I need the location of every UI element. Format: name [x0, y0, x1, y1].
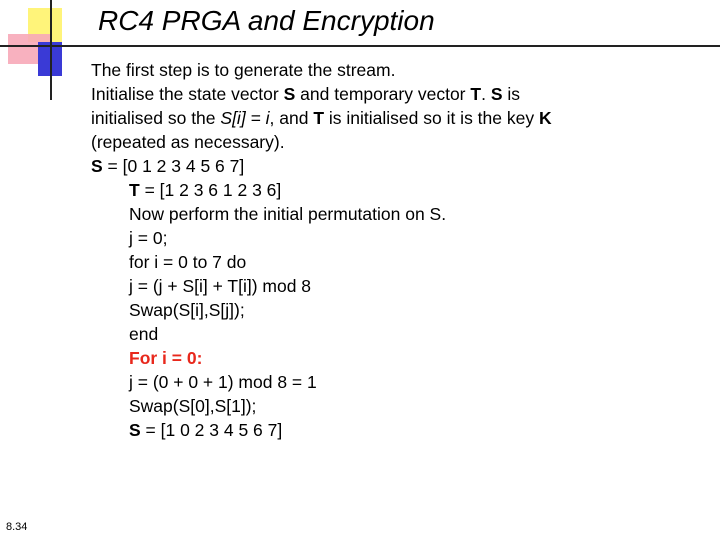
code-j-init: j = 0; [129, 228, 168, 248]
slide-title: RC4 PRGA and Encryption [98, 5, 435, 36]
header-rule-vertical [50, 0, 52, 100]
init-line-1: Initialise the state vector S and temporary vector T. S is [91, 84, 520, 104]
example-j-calc: j = (0 + 0 + 1) mod 8 = 1 [129, 372, 317, 392]
s-result-vector: S = [1 0 2 3 4 5 6 7] [129, 420, 283, 440]
init-line-3: (repeated as necessary). [91, 132, 285, 152]
init-line-2: initialised so the S[i] = i, and T is initialised so it is the key K [91, 108, 552, 128]
page-number: 8.34 [6, 521, 28, 533]
code-for-loop: for i = 0 to 7 do [129, 252, 247, 272]
permutation-line: Now perform the initial permutation on S. [129, 204, 447, 224]
example-swap: Swap(S[0],S[1]); [129, 396, 257, 416]
code-swap: Swap(S[i],S[j]); [129, 300, 245, 320]
code-j-calc: j = (j + S[i] + T[i]) mod 8 [129, 276, 312, 296]
s-initial-vector: S = [0 1 2 3 4 5 6 7] [91, 156, 245, 176]
t-initial-vector: T = [1 2 3 6 1 2 3 6] [129, 180, 282, 200]
code-end: end [129, 324, 159, 344]
slide-body [91, 58, 711, 442]
header-rule-horizontal [0, 45, 720, 47]
intro-line: The first step is to generate the stream. [91, 60, 396, 80]
example-heading: For i = 0: [129, 348, 203, 368]
